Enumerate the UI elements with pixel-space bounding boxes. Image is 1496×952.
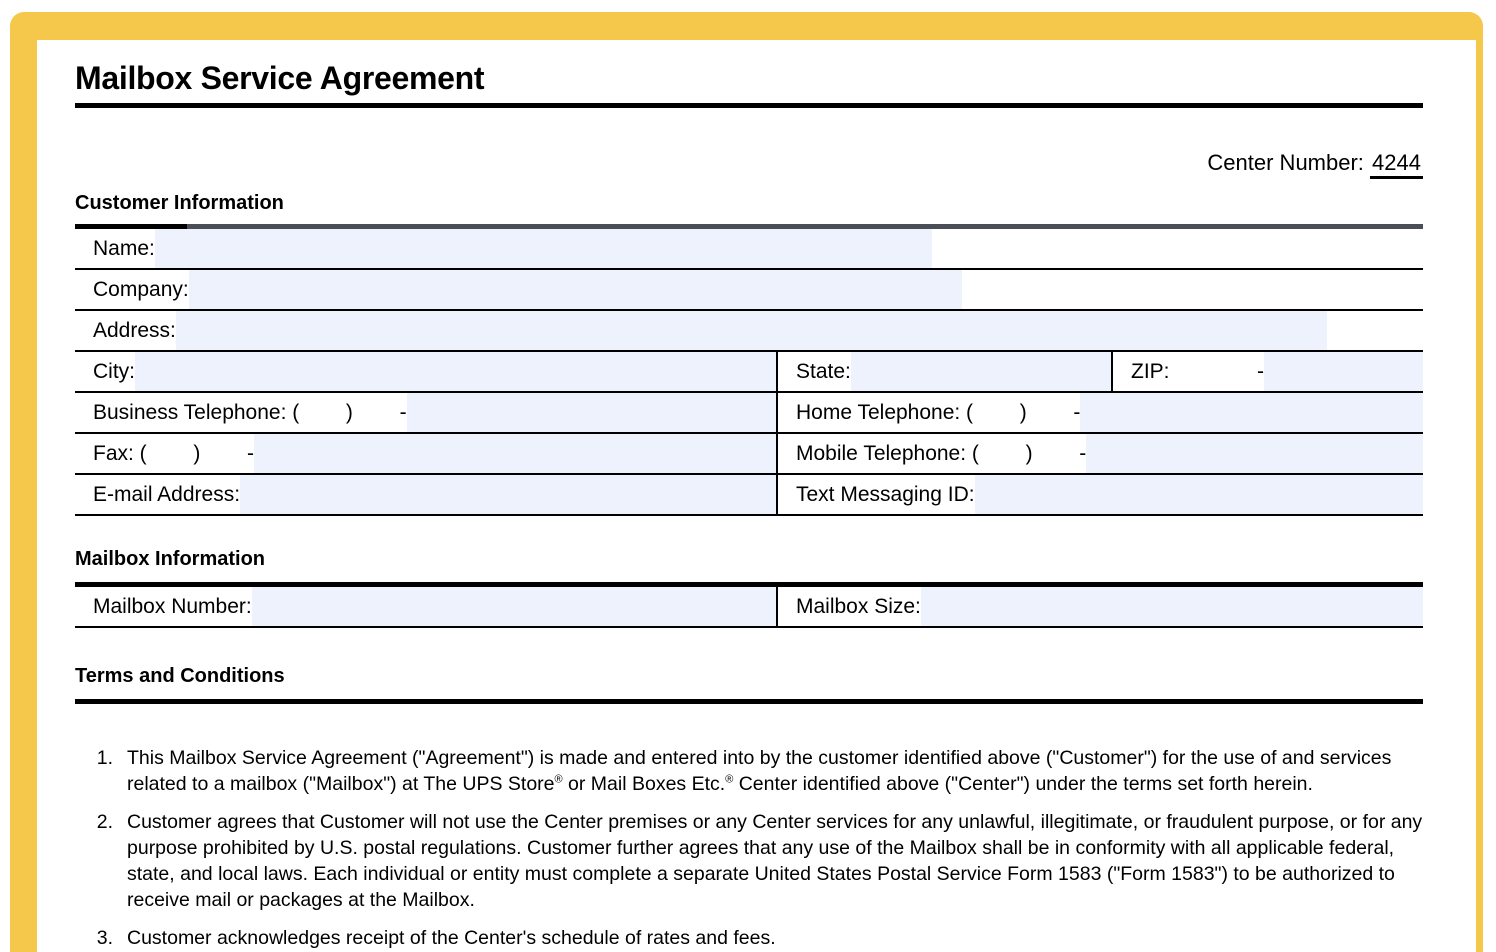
email-address-label: E-mail Address: [75,475,240,514]
title-divider [75,103,1423,108]
document-sheet [37,40,1476,952]
cell-name[interactable] [75,229,1423,269]
city-label: City: [75,352,135,391]
address-label: Address: [75,311,176,350]
table-row [75,269,1423,310]
term-text-part-1: This Mailbox Service Agreement ("Agreement") is made and entered into by the customer identified above ("Customer") for the use of and services related to a mailbox ("Mailbox") at The UPS Store [127,747,1392,795]
business-telephone-label: Business Telephone: ( ) - [75,393,407,432]
term-text [127,745,1425,797]
page-title: Mailbox Service Agreement [75,60,485,96]
mailbox-information-table [75,587,1423,628]
list-item [75,925,1425,951]
mailbox-size-label: Mailbox Size: [778,587,921,626]
terms-heading-rule [75,699,1423,704]
table-row [75,351,1423,392]
term-text-part-2: or Mail Boxes Etc. [562,773,726,795]
table-row [75,229,1423,269]
mailbox-information-heading: Mailbox Information [75,548,265,570]
text-messaging-id-label: Text Messaging ID: [778,475,975,514]
term-text-part-3: Center identified above ("Center") under the terms set forth herein. [733,773,1313,795]
company-field-fill[interactable] [75,270,962,309]
address-field-fill[interactable] [75,311,1327,350]
registered-mark-icon: ® [554,773,563,786]
fax-label: Fax: ( ) - [75,434,254,473]
term-number: 2. [96,811,113,833]
city-field-fill[interactable] [75,352,776,391]
center-number [1207,150,1423,176]
zip-label: ZIP: - [1113,352,1264,391]
name-label: Name: [75,229,155,268]
yellow-page-frame [10,12,1483,952]
home-telephone-label: Home Telephone: ( ) - [778,393,1080,432]
cell-state[interactable] [777,351,1112,392]
name-field-fill[interactable] [75,229,932,268]
center-number-label: Center Number: [1207,150,1364,175]
mobile-telephone-label: Mobile Telephone: ( ) - [778,434,1086,473]
cell-address[interactable] [75,310,1423,351]
cell-company[interactable] [75,269,1423,310]
customer-information-table [75,229,1423,516]
table-row [75,392,1423,433]
table-row [75,587,1423,627]
cell-email-address[interactable] [75,474,777,515]
terms-list [75,745,1425,952]
table-row [75,474,1423,515]
terms-and-conditions-heading: Terms and Conditions [75,665,285,687]
cell-mailbox-size[interactable] [777,587,1423,627]
customer-information-heading: Customer Information [75,192,284,214]
cell-home-telephone[interactable] [777,392,1423,433]
cell-mobile-telephone[interactable] [777,433,1423,474]
center-number-value[interactable]: 4244 [1370,150,1423,179]
term-text: Customer acknowledges receipt of the Center's schedule of rates and fees. [127,927,776,949]
term-text: Customer agrees that Customer will not use the Center premises or any Center services for any unlawful, illegitimate, or fraudulent purpose, or for any purpose prohibited by U.S. postal regulations. Customer further agrees that any use of the Mailbox shall be in conformity with all applicable federal, state, and local laws. Each individual or entity must complete a separate United States Postal Service Form 1583 ("Form 1583") to be authorized to receive mail or packages at the Mailbox. [127,811,1423,911]
company-label: Company: [75,270,189,309]
state-label: State: [778,352,851,391]
cell-text-messaging-id[interactable] [777,474,1423,515]
table-row [75,433,1423,474]
cell-city[interactable] [75,351,777,392]
term-number: 3. [96,927,113,949]
term-number: 1. [96,747,113,769]
table-row [75,310,1423,351]
list-item [75,745,1425,797]
cell-zip[interactable] [1112,351,1423,392]
list-item [75,809,1425,913]
cell-mailbox-number[interactable] [75,587,777,627]
cell-business-telephone[interactable] [75,392,777,433]
registered-mark-icon: ® [725,773,734,786]
cell-fax[interactable] [75,433,777,474]
mailbox-number-label: Mailbox Number: [75,587,252,626]
